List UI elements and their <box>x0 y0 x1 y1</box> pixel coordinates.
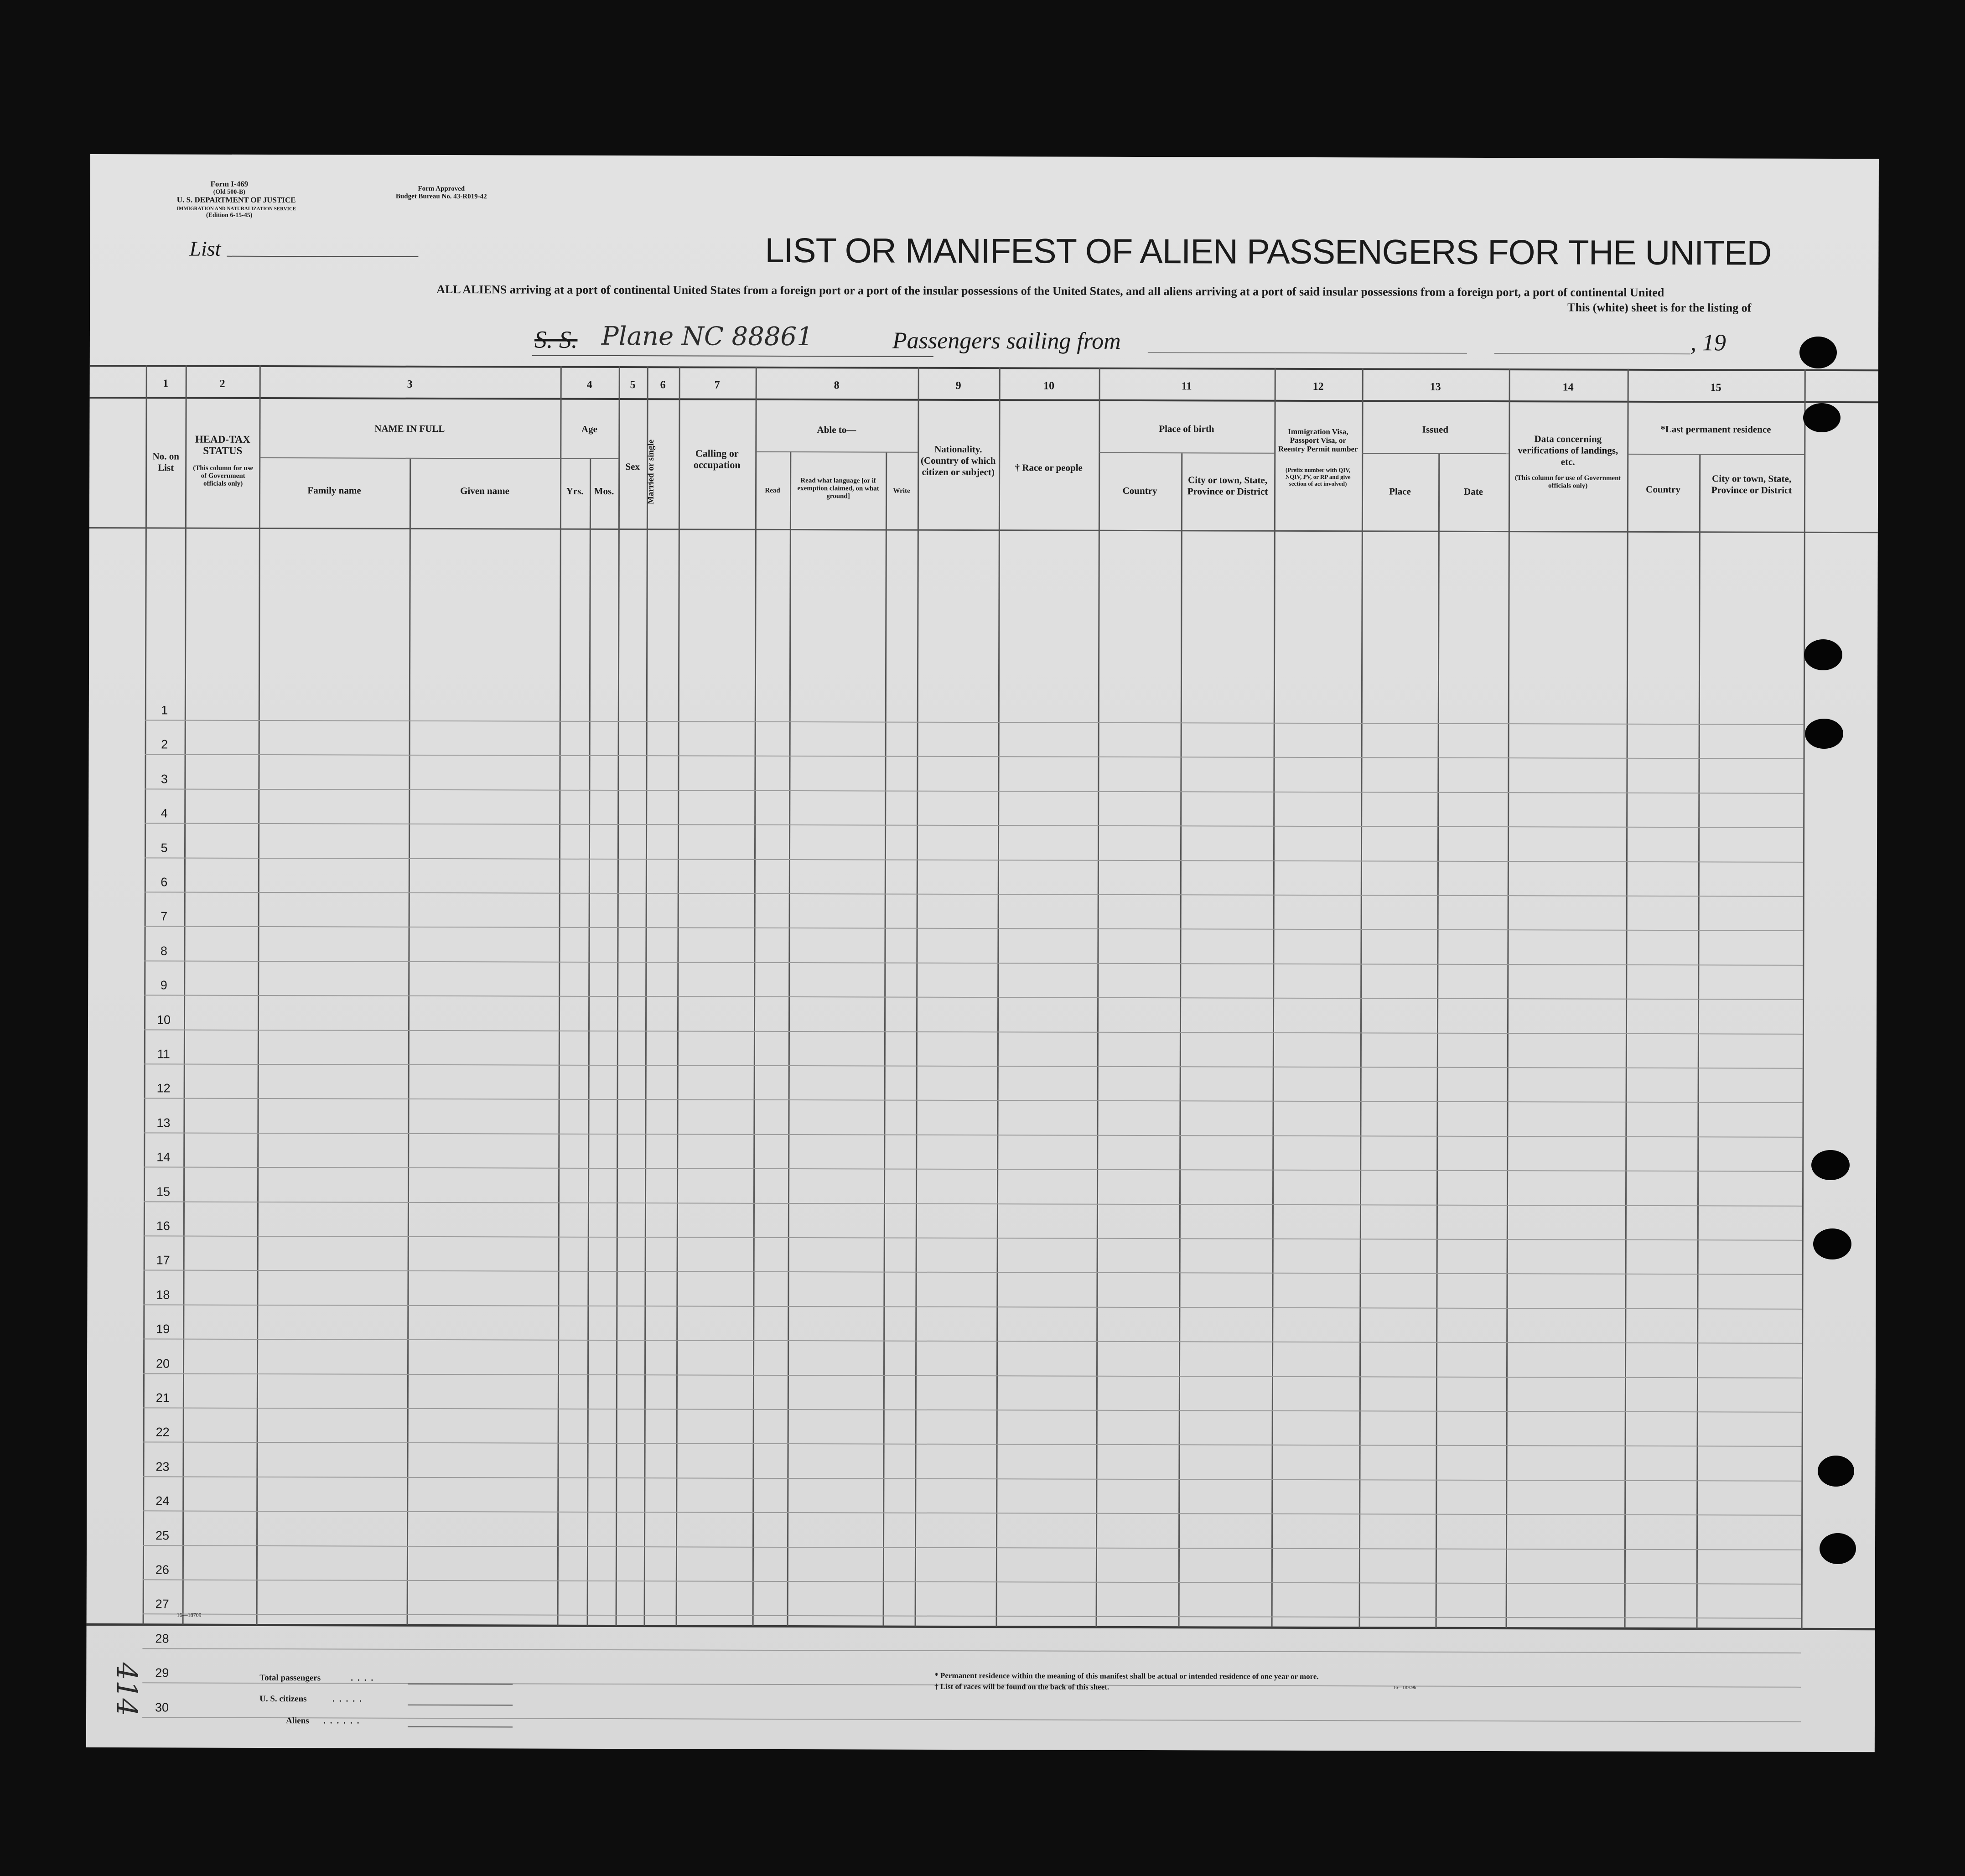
form-old-number: (Old 500-B) <box>213 188 245 196</box>
row-rule <box>145 720 1804 725</box>
header-verifications-note: (This column for use of Government officials only) <box>1514 474 1621 490</box>
col-divider <box>1696 455 1701 1628</box>
vessel-name: Plane NC 88861 <box>601 321 813 352</box>
row-number: 4 <box>161 806 168 820</box>
header-verifications: Data concerning verifications of landings, etc. <box>1518 433 1618 467</box>
col-number-8: 8 <box>834 379 840 392</box>
row-number: 3 <box>161 772 168 786</box>
subhdr-rule <box>755 451 918 453</box>
row-rule <box>144 1270 1802 1275</box>
row-rule <box>143 1510 1801 1516</box>
col-number-11: 11 <box>1181 380 1192 393</box>
row-number: 10 <box>156 1012 171 1027</box>
row-rule <box>143 1304 1802 1310</box>
row-rule <box>144 1063 1803 1069</box>
header-name-in-full: NAME IN FULL <box>374 423 445 435</box>
col-number-6: 6 <box>660 379 666 391</box>
header-nationality: Nationality. (Country of which citizen or subject) <box>920 443 996 478</box>
header-visa: Immigration Visa, Passport Visa, or Reentry Permit number <box>1278 427 1358 454</box>
manifest-title: LIST OR MANIFEST OF ALIEN PASSENGERS FOR THE UNITED <box>765 231 1772 273</box>
row-number: 26 <box>155 1563 169 1577</box>
row-number: 15 <box>156 1184 171 1199</box>
col-number-3: 3 <box>407 378 413 390</box>
dots: .... <box>351 1673 378 1683</box>
subhdr-rule <box>560 458 618 459</box>
row-rule <box>144 1167 1802 1172</box>
sailing-from-line <box>1148 352 1467 354</box>
header-age: Age <box>581 423 597 435</box>
row-rule <box>143 1339 1802 1344</box>
row-rule <box>144 995 1803 1000</box>
row-number: 24 <box>156 1494 170 1508</box>
row-number: 28 <box>155 1632 169 1646</box>
row-rule <box>144 1235 1802 1241</box>
row-number: 27 <box>155 1597 169 1611</box>
col-number-4: 4 <box>586 378 592 391</box>
col-number-15: 15 <box>1710 382 1721 394</box>
table-top-rule <box>90 365 1878 371</box>
edition: (Edition 6-15-45) <box>206 212 253 219</box>
total-passengers-field[interactable] <box>408 1684 513 1685</box>
row-rule <box>143 1442 1802 1447</box>
row-number: 2 <box>161 737 168 751</box>
service: IMMIGRATION AND NATURALIZATION SERVICE <box>176 206 296 212</box>
vessel-line <box>532 355 933 357</box>
dots: ..... <box>332 1694 366 1704</box>
col-number-14: 14 <box>1562 381 1574 394</box>
row-rule <box>145 926 1803 932</box>
aliens-field[interactable] <box>408 1726 513 1728</box>
header-able-to: Able to— <box>817 424 856 435</box>
aliens-label: Aliens <box>285 1716 309 1726</box>
col-number-12: 12 <box>1312 381 1324 393</box>
header-residence-city: City or town, State, Province or District <box>1711 473 1792 496</box>
punch-hole <box>1811 1150 1850 1180</box>
col-number-13: 13 <box>1430 381 1441 393</box>
col-divider <box>407 459 411 1625</box>
header-race: † Race or people <box>1015 462 1083 473</box>
footnote-code: 16—18709b <box>1393 1685 1416 1690</box>
row-number: 16 <box>156 1219 170 1233</box>
row-rule <box>144 1029 1803 1035</box>
header-issued-date: Date <box>1464 486 1483 497</box>
row-number: 11 <box>157 1047 170 1061</box>
col-number-1: 1 <box>163 378 169 390</box>
row-number: 14 <box>156 1150 171 1164</box>
header-age-yrs: Yrs. <box>566 485 584 497</box>
punch-hole <box>1804 639 1842 670</box>
row-rule <box>144 960 1803 966</box>
table-bottom-rule <box>87 1623 1875 1630</box>
row-number: 30 <box>155 1700 169 1715</box>
punch-hole <box>1803 403 1841 432</box>
row-rule <box>143 1373 1802 1378</box>
header-place-of-birth: Place of birth <box>1159 423 1214 435</box>
col-divider <box>1436 454 1440 1628</box>
row-number: 13 <box>156 1116 171 1130</box>
row-rule <box>145 891 1803 897</box>
manifest-sheet <box>86 154 1879 1752</box>
sailing-from-label: Passengers sailing from <box>892 327 1121 354</box>
header-read: Read <box>765 487 780 494</box>
row-number: 7 <box>161 909 168 923</box>
margin-handwritten-number: 414 <box>110 1662 144 1716</box>
us-citizens-field[interactable] <box>408 1705 513 1706</box>
row-number: 22 <box>156 1425 170 1439</box>
list-label: List <box>189 237 221 260</box>
header-head-tax-note: (This column for use of Government officials only) <box>193 464 254 487</box>
row-rule <box>143 1476 1801 1482</box>
row-rule <box>145 788 1803 794</box>
punch-hole <box>1818 1456 1854 1487</box>
budget-number: Budget Bureau No. 43-R019-42 <box>395 192 487 201</box>
header-married-single: Married or single <box>646 439 656 505</box>
col-number-9: 9 <box>955 379 961 392</box>
footnote-residence: * Permanent residence within the meaning of this manifest shall be actual or intended residence of one year or more. <box>934 1671 1319 1681</box>
header-write: Write <box>893 487 910 495</box>
punch-hole <box>1805 719 1843 749</box>
row-rule <box>142 1717 1801 1722</box>
header-visa-note: (Prefix number with QIV, NQIV, PV, or RP and give section of act involved) <box>1285 466 1351 487</box>
header-bottom-rule <box>89 527 1878 533</box>
row-number: 23 <box>156 1460 170 1474</box>
subtitle-line-2: This (white) sheet is for the listing of <box>1567 301 1752 315</box>
header-family-name: Family name <box>307 485 361 496</box>
footnote-races: † List of races will be found on the back of this sheet. <box>934 1682 1110 1691</box>
col-number-10: 10 <box>1043 380 1055 392</box>
header-birth-city: City or town, State, Province or District <box>1187 474 1268 497</box>
header-issued: Issued <box>1422 424 1449 435</box>
row-number: 29 <box>155 1666 169 1680</box>
header-last-residence: *Last permanent residence <box>1660 424 1771 435</box>
row-rule <box>144 1098 1803 1104</box>
row-number: 1 <box>161 703 168 717</box>
row-number: 18 <box>156 1288 170 1302</box>
row-rule <box>145 857 1803 863</box>
row-rule <box>143 1407 1802 1413</box>
subhdr-rule <box>1362 453 1509 454</box>
subtitle-line-1: ALL ALIENS arriving at a port of continental United States from a foreign port or a port of the insular possessions of the United States, and all aliens arriving at a port of said insular possessions from a foreign port, a port of continental United <box>436 282 1664 300</box>
subhdr-rule <box>1099 452 1274 454</box>
department: U. S. DEPARTMENT OF JUSTICE <box>176 195 296 205</box>
col-divider <box>787 452 792 1626</box>
row-rule <box>142 1648 1801 1653</box>
form-approved: Form Approved <box>418 185 465 193</box>
row-rule <box>145 754 1804 760</box>
row-rule <box>143 1545 1801 1550</box>
row-number: 19 <box>156 1322 170 1336</box>
row-number: 5 <box>161 841 168 855</box>
col-number-5: 5 <box>630 379 636 391</box>
header-age-mos: Mos. <box>594 485 614 497</box>
header-occupation: Calling or occupation <box>693 447 741 471</box>
header-issued-place: Place <box>1389 486 1411 497</box>
list-line <box>227 256 418 257</box>
header-num-rule <box>90 397 1878 403</box>
row-number: 21 <box>156 1391 170 1405</box>
row-number: 6 <box>161 875 168 889</box>
punch-hole <box>1813 1228 1851 1259</box>
punch-hole <box>1799 337 1837 368</box>
row-number: 20 <box>156 1356 170 1371</box>
subhdr-rule <box>1627 454 1804 455</box>
header-read-language: Read what language [or if exemption claimed, on what ground] <box>797 477 879 500</box>
row-number: 12 <box>156 1081 171 1095</box>
date-line <box>1494 353 1690 354</box>
row-rule <box>144 1132 1802 1138</box>
header-birth-country: Country <box>1122 485 1157 497</box>
row-rule <box>143 1614 1801 1619</box>
row-number: 9 <box>160 978 167 992</box>
header-head-tax: HEAD-TAX STATUS <box>195 433 250 456</box>
col-number-2: 2 <box>219 378 225 390</box>
print-code: 16—18709 <box>176 1612 202 1618</box>
form-number: Form I-469 <box>210 179 249 188</box>
row-number: 17 <box>156 1253 170 1267</box>
col-divider <box>1178 453 1183 1627</box>
year-label: , 19 <box>1690 330 1727 356</box>
total-passengers-label: Total passengers <box>259 1673 321 1683</box>
row-rule <box>144 1201 1802 1207</box>
header-residence-country: Country <box>1646 483 1681 495</box>
dots: ...... <box>323 1716 364 1726</box>
col-number-7: 7 <box>714 379 720 391</box>
row-rule <box>145 823 1803 829</box>
row-rule <box>143 1579 1801 1585</box>
header-sex: Sex <box>625 461 640 472</box>
row-number: 8 <box>160 944 167 958</box>
us-citizens-label: U. S. citizens <box>259 1694 307 1704</box>
header-given-name: Given name <box>460 485 510 497</box>
row-number: 25 <box>156 1528 170 1543</box>
col-divider <box>883 453 887 1627</box>
punch-hole <box>1820 1533 1856 1564</box>
vessel-prefix: S. S. <box>534 326 578 353</box>
header-no-on-list: No. on List <box>152 451 179 473</box>
col-divider <box>587 459 591 1626</box>
